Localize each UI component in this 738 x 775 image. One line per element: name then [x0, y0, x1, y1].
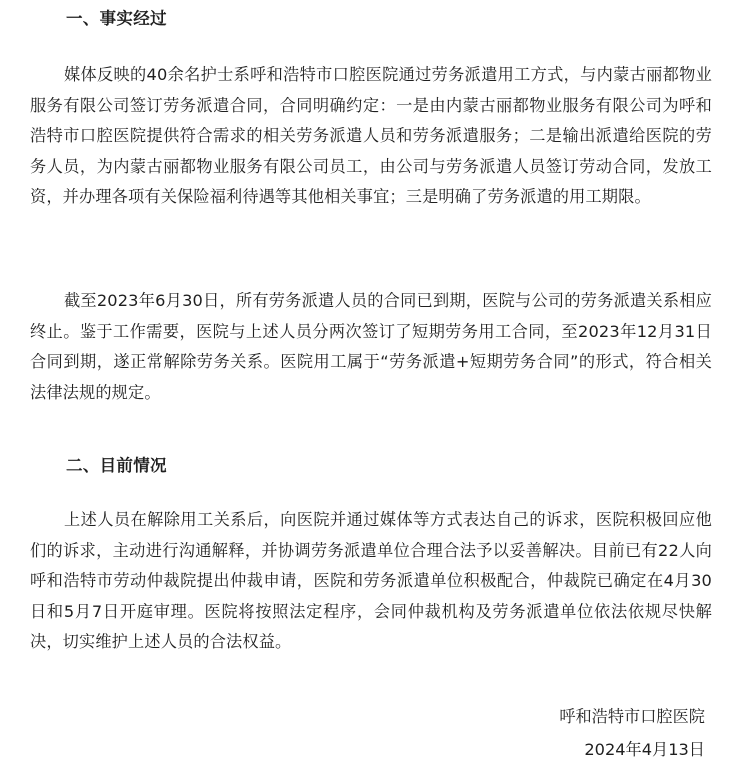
- status-paragraph-1: 上述人员在解除用工关系后，向医院并通过媒体等方式表达自己的诉求，医院积极回应他们的诉求，主动进行沟通解释，并协调劳务派遣单位合理合法予以妥善解决。目前已有22人向呼和浩特市劳动仲裁院提出仲裁申请，医院和劳务派遣单位积极配合，仲裁院已确定在4月30日和5月7日开庭审理。医院将按照法定程序，会同仲裁机构及劳务派遣单位依法依规尽快解决，切实维护上述人员的合法权益。: [30, 510, 712, 651]
- facts-paragraph-1: 媒体反映的40余名护士系呼和浩特市口腔医院通过劳务派遣用工方式，与内蒙古丽都物业服务有限公司签订劳务派遣合同，合同明确约定：一是由内蒙古丽都物业服务有限公司为呼和浩特市口腔医院提供符合需求的相关劳务派遣人员和劳务派遣服务；二是输出派遣给医院的劳务人员，为内蒙古丽都物业服务有限公司员工，由公司与劳务派遣人员签订劳动合同，发放工资，并办理各项有关保险福利待遇等其他相关事宜；三是明确了劳务派遣的用工期限。: [30, 65, 712, 206]
- signature-organization: 呼和浩特市口腔医院: [559, 707, 705, 726]
- section-heading-facts: 一、事实经过: [66, 9, 167, 28]
- facts-paragraph-2: 截至2023年6月30日，所有劳务派遣人员的合同已到期，医院与公司的劳务派遣关系相应终止。鉴于工作需要，医院与上述人员分两次签订了短期劳务用工合同，至2023年12月31日合同到期，遂正常解除劳务关系。医院用工属于“劳务派遣+短期劳务合同”的形式，符合相关法律法规的规定。: [30, 291, 712, 402]
- signature-date: 2024年4月13日: [584, 740, 705, 759]
- section-heading-current-status: 二、目前情况: [66, 456, 167, 475]
